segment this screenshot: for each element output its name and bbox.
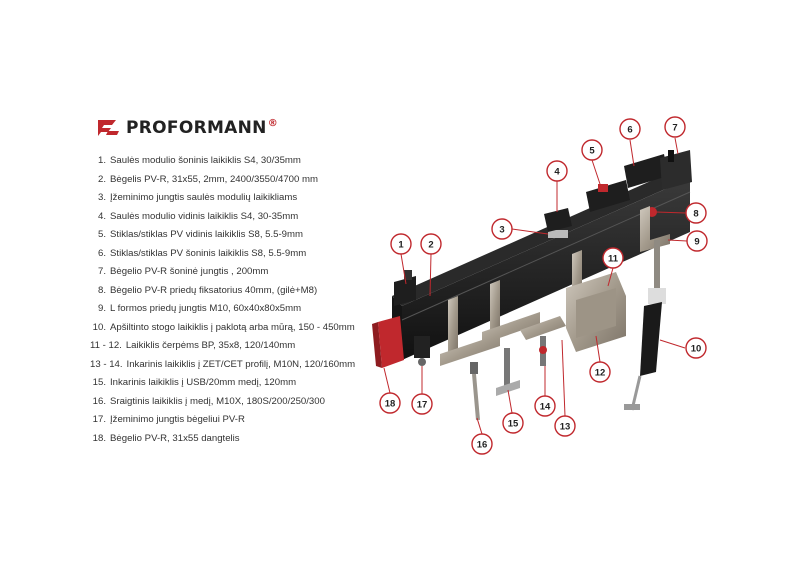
- legend-item: 1. Saulės modulio šoninis laikiklis S4, 30/35mm: [97, 155, 301, 166]
- legend-item: 18. Bėgelio PV-R, 31x55 dangtelis: [92, 432, 240, 444]
- svg-text:1: 1: [398, 239, 404, 251]
- svg-text:2: 2: [428, 239, 434, 251]
- callout-15: [503, 413, 523, 433]
- callout-10: [686, 338, 706, 358]
- legend-item: 4. Saulės modulio vidinis laikiklis S4, 30-35mm: [97, 210, 299, 222]
- legend-item: 7. Bėgelio PV-R šoninė jungtis , 200mm: [97, 266, 269, 277]
- svg-text:18: 18: [384, 398, 396, 410]
- svg-text:14: 14: [539, 401, 551, 413]
- legend-item: 8. Bėgelio PV-R priedų fiksatorius 40mm, (gilė+M8): [97, 284, 318, 296]
- brand-name: PROFORMANN®: [126, 118, 278, 138]
- svg-text:12: 12: [594, 367, 606, 379]
- svg-text:13: 13: [559, 421, 571, 433]
- callout-11: [603, 248, 623, 268]
- legend-item: 6. Stiklas/stiklas PV šoninis laikiklis S8, 5.5-9mm: [97, 247, 307, 259]
- legend-item: 11 - 12. Laikiklis čerpėms BP, 35x8, 120/140mm: [90, 340, 296, 351]
- svg-text:4: 4: [554, 166, 560, 178]
- callout-17: [412, 394, 432, 414]
- rail-grounding-connector: [414, 336, 430, 366]
- legend-item: 9. L formos priedų jungtis M10, 60x40x80x5mm: [97, 303, 302, 314]
- legend-item: 2. Bėgelis PV-R, 31x55, 2mm, 2400/3550/4700 mm: [97, 173, 318, 185]
- svg-text:5: 5: [589, 145, 595, 157]
- legend-item: 10. Apšiltinto stogo laikiklis į paklotą arba mūrą, 150 - 450mm: [92, 321, 355, 333]
- callout-12: [590, 362, 610, 382]
- legend-item: 15. Inkarinis laikiklis į USB/20mm medį, 120mm: [92, 377, 297, 388]
- svg-text:17: 17: [416, 399, 428, 411]
- svg-text:9: 9: [694, 236, 700, 248]
- insulated-roof-holder: [624, 240, 666, 410]
- callout-16: [472, 434, 492, 454]
- callout-8: [686, 203, 706, 223]
- callout-3: [492, 219, 512, 239]
- svg-text:3: 3: [499, 224, 505, 236]
- legend-item: 13 - 14. Inkarinis laikiklis į ZET/CET profilį, M10N, 120/160mm: [90, 358, 356, 370]
- svg-text:10: 10: [690, 343, 702, 355]
- rail-end-cap: [372, 316, 404, 368]
- callout-9: [687, 231, 707, 251]
- legend-item: 5. Stiklas/stiklas PV vidinis laikiklis S8, 5.5-9mm: [97, 229, 303, 240]
- svg-text:16: 16: [476, 439, 488, 451]
- anchor-holder-wood: [496, 348, 520, 396]
- legend-item: 17. Įžeminimo jungtis bėgeliui PV-R: [92, 414, 245, 425]
- callout-14: [535, 396, 555, 416]
- svg-text:6: 6: [627, 124, 633, 136]
- legend-item: 3. Įžeminimo jungtis saulės modulių laikikliams: [97, 192, 298, 203]
- svg-text:8: 8: [693, 208, 699, 220]
- callout-1: [391, 234, 411, 254]
- svg-text:7: 7: [672, 122, 678, 134]
- callout-2: [421, 234, 441, 254]
- callout-4: [547, 161, 567, 181]
- svg-text:15: 15: [507, 418, 519, 430]
- callout-13: [555, 416, 575, 436]
- callout-18: [380, 393, 400, 413]
- callout-6: [620, 119, 640, 139]
- svg-text:11: 11: [607, 253, 619, 265]
- callout-5: [582, 140, 602, 160]
- legend-item: 16. Sraigtinis laikiklis į medį, M10X, 180S/200/250/300: [92, 395, 325, 407]
- callout-7: [665, 117, 685, 137]
- screw-holder: [470, 362, 478, 420]
